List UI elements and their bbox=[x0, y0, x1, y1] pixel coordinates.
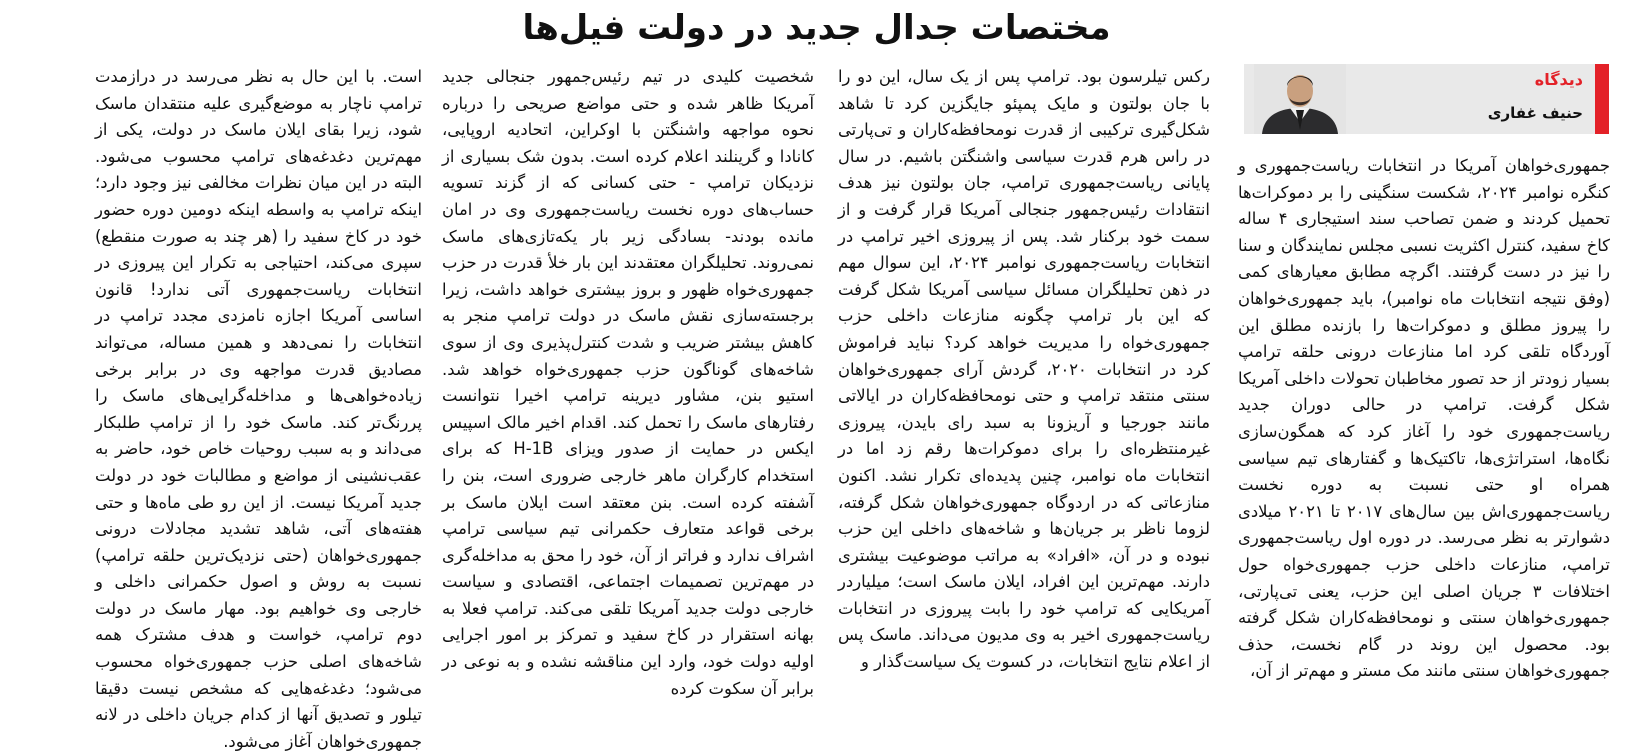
author-portrait-icon bbox=[1254, 64, 1346, 134]
author-photo bbox=[1254, 64, 1346, 134]
column-text: رکس تیلرسون بود. ترامپ پس از یک سال، این دو را با جان بولتون و مایک پمپئو جایگزین کرد تا شاهد شکل‌گیری ترکیبی از قدرت نومحافظه‌کاران و تی‌پارتی در راس هرم قدرت سیاسی واشنگتن باشیم. در سال پایانی ریاست‌جمهوری ترامپ، جان بولتون نیز هدف انتقادات رئیس‌جمهور جنجالی آمریکا قرار گرفت و از سمت خود برکنار شد. پس از پیروزی اخیر ترامپ در انتخابات ریاست‌جمهوری نوامبر ۲۰۲۴، این سوال مهم در ذهن تحلیلگران مسائل سیاسی آمریکا شکل گرفت که این بار ترامپ چگونه منازعات داخلی حزب جمهوری‌خواه را مدیریت خواهد کرد؟ نباید فراموش کرد در انتخابات ۲۰۲۰، گردش آرای جمهوری‌خواهان سنتی منتقد ترامپ و حتی نومحافظه‌کاران در ایالاتی مانند جورجیا و آریزونا به سبد رای بایدن، پیروزی غیرمنتظره‌ای را برای دموکرات‌ها رقم زد اما در انتخابات ماه نوامبر، چنین پدیده‌ای تکرار نشد. اکنون منازعاتی که در اردوگاه جمهوری‌خواهان شکل گرفته، لزوما ناظر بر جریان‌ها و شاخه‌های داخلی این حزب نبوده و در آن، «افراد» به مراتب موضوعیت بیشتری دارند. مهم‌ترین این افراد، ایلان ماسک است؛ میلیاردر آمریکایی که ترامپ خود را بابت پیروزی در انتخابات ریاست‌جمهوری اخیر به وی مدیون می‌داند. ماسک پس از اعلام نتایج انتخابات، در کسوت یک سیاست‌گذار و bbox=[838, 67, 1211, 672]
article-column-4 bbox=[95, 64, 422, 751]
author-name: حنیف غفاری bbox=[1487, 104, 1583, 122]
section-tag: دیدگاه bbox=[1534, 70, 1583, 89]
author-box bbox=[1244, 64, 1609, 134]
article-column-2 bbox=[838, 64, 1210, 736]
column-text: جمهوری‌خواهان آمریکا در انتخابات ریاست‌جمهوری و کنگره نوامبر ۲۰۲۴، شکست سنگینی را بر دموکرات‌ها تحمیل کردند و ضمن تصاحب سند استیجاری ۴ ساله کاخ سفید، کنترل اکثریت نسبی مجلس نمایندگان و سنا را نیز در دست گرفتند. اگرچه مطابق معیارهای کمی (وفق نتیجه انتخابات ماه نوامبر)، باید جمهوری‌خواهان را پیروز مطلق و دموکرات‌ها را بازنده مطلق این آوردگاه تلقی کرد اما منازعات درونی حلقه ترامپ بسیار زودتر از حد تصور مخاطبان تحولات داخلی آمریکا شکل گرفت. ترامپ در حالی دوران جدید ریاست‌جمهوری خود را آغاز کرد که همگون‌سازی نگاه‌ها، استراتژی‌ها، تاکتیک‌ها و گفتارهای تیم سیاسی همراه او حتی نسبت به دوره نخست ریاست‌جمهوری‌اش بین سال‌های ۲۰۱۷ تا ۲۰۲۱ میلادی دشوارتر به نظر می‌رسد. در دوره اول ریاست‌جمهوری ترامپ، منازعات داخلی حزب جمهوری‌خواه حول اختلافات ۳ جریان اصلی این حزب، یعنی تی‌پارتی، جمهوری‌خواهان سنتی و نومحافظه‌کاران شکل گرفته بود. محصول این روند در گام نخست، حذف جمهوری‌خواهان سنتی مانند مک مستر و مهم‌تر از آن، bbox=[1238, 156, 1610, 681]
accent-bar bbox=[1595, 64, 1609, 134]
column-text: است. با این حال به نظر می‌رسد در درازمدت ترامپ ناچار به موضع‌گیری علیه منتقدان ماسک شود، زیرا بقای ایلان ماسک در دولت، یکی از مهم‌ترین دغدغه‌های ترامپ محسوب می‌شود. البته در این میان نظرات مخالفی نیز وجود دارد؛ اینکه ترامپ به واسطه اینکه دومین دوره حضور خود در کاخ سفید را (هر چند به صورت منقطع) سپری می‌کند، احتیاجی به تکرار این پیروزی در انتخابات ریاست‌جمهوری آتی ندارد! قانون اساسی آمریکا اجازه نامزدی مجدد ترامپ در انتخابات را نمی‌دهد و همین مساله، می‌تواند مصادیق قدرت مواجهه وی در برابر برخی زیاده‌خواهی‌ها و مداخله‌گرایی‌های ماسک را پررنگ‌تر کند. ماسک خود را از ترامپ طلبکار می‌داند و به سبب روحیات خاص خود، حاضر به عقب‌نشینی از مواضع و مطالبات خود در دولت جدید آمریکا نیست. از این رو طی ماه‌ها و حتی هفته‌های آتی، شاهد تشدید مجادلات درونی جمهوری‌خواهان (حتی نزدیک‌ترین حلقه ترامپ) نسبت به روش و اصول حکمرانی داخلی و خارجی وی خواهیم بود. مهار ماسک در دولت دوم ترامپ، خواست و هدف مشترک همه شاخه‌های اصلی حزب جمهوری‌خواه محسوب می‌شود؛ دغدغه‌هایی که مشخص نیست دقیقا تیلور و تصدیق آنها از کدام جریان داخلی در لانه جمهوری‌خواهان آغاز می‌شود. bbox=[95, 67, 422, 751]
column-text: شخصیت کلیدی در تیم رئیس‌جمهور جنجالی جدید آمریکا ظاهر شده و حتی مواضع صریحی را درباره نحوه مواجهه واشنگتن با اوکراین، اتحادیه اروپایی، کانادا و گرینلند اعلام کرده است. بدون شک بسیاری از نزدیکان ترامپ - حتی کسانی که از گزند تسویه حساب‌های دوره نخست ریاست‌جمهوری وی در امان مانده بودند- بسادگی زیر بار یکه‌تازی‌های ماسک نمی‌روند. تحلیلگران معتقدند این بار خلأ قدرت در حزب جمهوری‌خواه ظهور و بروز بیشتری خواهد داشت، زیرا برجسته‌سازی نقش ماسک در دولت ترامپ منجر به کاهش بیشتر ضریب و شدت کنترل‌پذیری وی از سوی شاخه‌های گوناگون حزب جمهوری‌خواه خواهد شد. استیو بنن، مشاور دیرینه ترامپ اخیرا نتوانست رفتارهای ماسک را تحمل کند. اقدام اخیر مالک اسپیس ایکس در حمایت از صدور ویزای H-1B که برای استخدام کارگران ماهر خارجی ضروری است، بنن را آشفته کرده است. بنن معتقد است ایلان ماسک بر برخی قواعد متعارف حکمرانی تیم سیاسی ترامپ اشراف ندارد و فراتر از آن، خود را محق به مداخله‌گری در مهم‌ترین تصمیمات اجتماعی، اقتصادی و سیاست خارجی دولت جدید آمریکا تلقی می‌کند. ترامپ فعلا به بهانه استقرار در کاخ سفید و تمرکز بر امور اجرایی اولیه دولت خود، وارد این مناقشه نشده و به نوعی در برابر آن سکوت کرده bbox=[442, 67, 814, 698]
article-column-3 bbox=[442, 64, 814, 736]
article-title: مختصات جدال جدید در دولت فیل‌ها bbox=[522, 8, 1111, 48]
article-column-1 bbox=[1238, 153, 1610, 731]
